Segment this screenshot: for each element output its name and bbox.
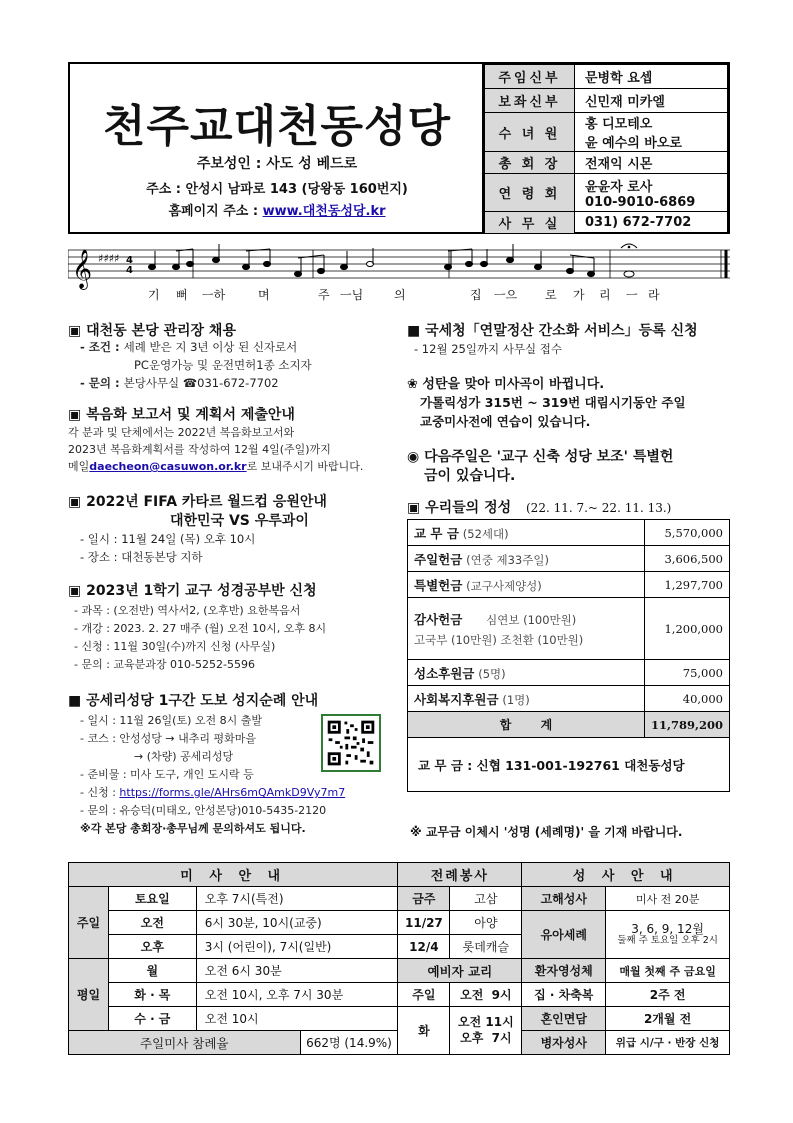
staff-name: 전재익 시몬 bbox=[575, 152, 728, 174]
tax-service-title: ■ 국세청「연말정산 간소화 서비스」등록 신청 bbox=[407, 323, 698, 339]
staff-role: 수 녀 원 bbox=[485, 113, 575, 152]
staff-role: 사 무 실 bbox=[485, 212, 575, 234]
offering-period: (22. 11. 7.~ 22. 11. 13.) bbox=[526, 501, 672, 515]
church-title: 천주교대천동성당 bbox=[102, 101, 452, 152]
pilgrimage-line: - 준비물 : 미사 도구, 개인 도시락 등 bbox=[80, 768, 254, 781]
report-line: 메일daecheon@casuwon.or.kr로 보내주시기 바랍니다. bbox=[68, 460, 364, 473]
table-row bbox=[408, 712, 730, 738]
staff-name: 홍 디모테오 윤 예수의 바오로 bbox=[575, 113, 728, 152]
table-row: 사회복지후원금 (1명) 40,000 bbox=[408, 686, 730, 712]
report-email-link[interactable]: daecheon@casuwon.or.kr bbox=[89, 460, 247, 473]
christmas-mass-line: 교중미사전에 연습이 있습니다. bbox=[420, 414, 591, 429]
special-collection-notice: 금이 있습니다. bbox=[424, 468, 516, 484]
staff-name: 신민재 미카엘 bbox=[575, 89, 728, 113]
liturgy-service-header: 전례봉사 bbox=[398, 863, 522, 887]
sunday-label: 주일 bbox=[69, 887, 109, 959]
lyric-syllable: 로 bbox=[545, 288, 557, 302]
pilgrimage-line: - 일시 : 11월 26일(토) 오전 8시 출발 bbox=[80, 714, 262, 727]
pilgrimage-title: ■ 공세리성당 1구간 도보 성지순례 안내 bbox=[68, 693, 319, 709]
staff-role: 총 회 장 bbox=[485, 152, 575, 174]
bible-class-line: - 개강 : 2023. 2. 27 매주 (월) 오전 10시, 오후 8시 bbox=[74, 622, 327, 635]
treble-clef-icon: 𝄞 bbox=[72, 249, 93, 289]
lyric-syllable: ㅡ bbox=[626, 288, 638, 302]
special-collection-notice: ◉ 다음주일은 '교구 신축 성당 보조' 특별헌 bbox=[407, 449, 674, 465]
staff-role: 주임신부 bbox=[485, 65, 575, 89]
key-signature-icon: ♯♯♯♯ bbox=[98, 252, 120, 265]
staff-name: 031) 672-7702 bbox=[575, 212, 728, 234]
pilgrimage-line: → (차량) 공세리성당 bbox=[134, 750, 234, 763]
offering-total: 11,789,200 bbox=[644, 712, 729, 738]
staff-table bbox=[484, 64, 728, 234]
lyric-syllable: 의 bbox=[394, 288, 406, 302]
catechism-header: 예비자 교리 bbox=[398, 959, 522, 983]
table-row: 교 무 금 (52세대) 5,570,000 bbox=[408, 520, 730, 546]
staff-role: 보좌신부 bbox=[485, 89, 575, 113]
report-line: 각 분과 및 단체에서는 2022년 복음화보고서와 bbox=[68, 426, 295, 439]
sacrament-header: 성 사 안 내 bbox=[522, 863, 730, 887]
bible-class-line: - 신청 : 11월 30일(수)까지 신청 (사무실) bbox=[74, 640, 276, 653]
lyric-syllable: 집 bbox=[470, 288, 482, 302]
staff-name: 윤윤자 로사 010-9010-6869 bbox=[575, 174, 728, 212]
offering-table bbox=[407, 519, 730, 792]
homepage bbox=[70, 200, 484, 219]
pilgrimage-line: - 코스 : 안성성당 → 내추리 평화마을 bbox=[80, 732, 257, 745]
lyric-syllable: 리 bbox=[599, 288, 611, 302]
offering-amount: 40,000 bbox=[644, 686, 729, 712]
worldcup-date: - 일시 : 11월 24일 (목) 오후 10시 bbox=[80, 532, 256, 546]
bible-class-line: - 과목 : (오전반) 역사서2, (오후반) 요한복음서 bbox=[74, 604, 301, 617]
lyric-syllable: ㅡ으 bbox=[494, 288, 518, 302]
bible-class-line: - 문의 : 교육분과장 010-5252-5596 bbox=[74, 658, 255, 671]
church-address: 주소 : 안성시 남파로 143 (당왕동 160번지) bbox=[146, 182, 408, 197]
offering-amount: 1,297,700 bbox=[644, 572, 729, 598]
lyric-syllable: 라 bbox=[648, 288, 660, 302]
table-row: 특별헌금 (교구사제양성) 1,297,700 bbox=[408, 572, 730, 598]
table-row: 감사헌금 심연보 (100만원) 고국부 (10만원) 조천환 (10만원) 1,200,000 bbox=[408, 598, 730, 660]
homepage-label: 홈페이지 주소 : bbox=[168, 204, 263, 219]
christmas-mass-line: 가톨릭성가 315번 ~ 319번 대림시기동안 주일 bbox=[420, 395, 686, 410]
offering-account: 교 무 금 : 신협 131-001-192761 대천동성당 bbox=[408, 738, 730, 792]
header-box bbox=[68, 62, 730, 234]
qr-code-icon bbox=[321, 714, 381, 772]
pilgrimage-note: ※각 본당 총회장·총무님께 문의하셔도 됩니다. bbox=[80, 822, 306, 835]
lyric-syllable: 가 bbox=[573, 288, 585, 302]
lyric-syllable: 주 bbox=[318, 288, 330, 302]
pilgrimage-form-link[interactable]: https://forms.gle/AHrs6mQAmkD9Vy7m7 bbox=[119, 786, 346, 799]
weekday-label: 평일 bbox=[69, 959, 109, 1031]
offering-amount: 1,200,000 bbox=[644, 598, 729, 660]
schedule-table: 미 사 안 내 전례봉사 성 사 안 내 주일 토요일 오후 7시(특전) 금주 고삼 고해성사 미사 전 20분 오전 6시 30분, 10시(교중) 11/27 아양 유아세례 3, 6, 9, 12월 둘째 주 토요일 오후 2시 오후 3시 (어린이), 7시(일반) 12/4 롯데캐슬 평일 월 오전 6시 30분 예비자 교리 환자영성체 매월 첫째 주 금요일 화 · 목 오전 10시, 오후 7시 30분 주일 오전 9시 집 · 차축복 2주 전 수 · 금 오전 10시 화 오전 11시 오후 7시 혼인면담 2개월 전 주일미사 참례율 662명 (14.9%) 병자성사 위급 시/구 · 반장 신청 bbox=[68, 862, 730, 1055]
homepage-link[interactable]: www.대천동성당.kr bbox=[262, 204, 386, 219]
table-row: 성소후원금 (5명) 75,000 bbox=[408, 660, 730, 686]
offering-title: ▣ 우리들의 정성 (22. 11. 7.~ 22. 11. 13.) bbox=[407, 500, 672, 516]
bible-class-title: ▣ 2023년 1학기 교구 성경공부반 신청 bbox=[68, 583, 317, 599]
worldcup-match: 대한민국 VS 우루과이 bbox=[170, 513, 309, 529]
hiring-condition: 세례 받은 지 3년 이상 된 신자로서 bbox=[123, 340, 298, 354]
report-line: 2023년 복음화계획서를 작성하여 12월 4일(주일)까지 bbox=[68, 443, 331, 456]
table-row: 주일헌금 (연중 제33주일) 3,606,500 bbox=[408, 546, 730, 572]
patron-saint: 주보성인 : 사도 성 베드로 bbox=[196, 156, 358, 172]
worldcup-title: ▣ 2022년 FIFA 카타르 월드컵 응원안내 bbox=[68, 494, 327, 510]
tax-service-line: - 12월 25일까지 사무실 접수 bbox=[414, 342, 563, 356]
offering-amount: 75,000 bbox=[644, 660, 729, 686]
report-title: ▣ 복음화 보고서 및 계획서 제출안내 bbox=[68, 407, 295, 423]
time-signature-icon: 4 bbox=[126, 255, 133, 266]
christmas-mass-title: ❀ 성탄을 맞아 미사곡이 바뀝니다. bbox=[407, 377, 605, 392]
lyric-syllable: 며 bbox=[258, 288, 270, 302]
lyrics bbox=[148, 286, 668, 302]
manager-hiring-title: ▣ 대천동 본당 관리장 채용 bbox=[68, 323, 236, 339]
attendance-label: 주일미사 참례율 bbox=[69, 1031, 301, 1055]
offering-total-label: 합 계 bbox=[408, 712, 645, 738]
staff-role: 연 령 회 bbox=[485, 174, 575, 212]
lyric-syllable: ㅡ하 bbox=[202, 288, 226, 302]
hiring-condition: PC운영가능 및 운전면허1종 소지자 bbox=[134, 358, 312, 372]
lyric-syllable: ㅡ님 bbox=[340, 288, 364, 302]
svg-text:4: 4 bbox=[126, 265, 133, 276]
hiring-contact: 본당사무실 ☎031-672-7702 bbox=[123, 376, 279, 390]
staff-name: 문병학 요셉 bbox=[575, 65, 728, 89]
pilgrimage-line: - 신청 : https://forms.gle/AHrs6mQAmkD9Vy7m7 bbox=[80, 786, 346, 799]
pilgrimage-line: - 문의 : 유승덕(미태오, 안성본당)010-5435-2120 bbox=[80, 804, 327, 817]
table-row bbox=[408, 738, 730, 792]
offering-amount: 5,570,000 bbox=[644, 520, 729, 546]
lyric-syllable: 뻐 bbox=[176, 288, 188, 302]
mass-schedule-header: 미 사 안 내 bbox=[69, 863, 398, 887]
attendance-value: 662명 (14.9%) bbox=[300, 1031, 398, 1055]
lyric-syllable: 기 bbox=[148, 288, 160, 302]
worldcup-place: - 장소 : 대천동본당 지하 bbox=[80, 550, 203, 564]
offering-footnote: ※ 교무금 이체시 '성명 (세례명)' 을 기재 바랍니다. bbox=[410, 825, 683, 839]
header-left bbox=[70, 64, 484, 232]
offering-amount: 3,606,500 bbox=[644, 546, 729, 572]
